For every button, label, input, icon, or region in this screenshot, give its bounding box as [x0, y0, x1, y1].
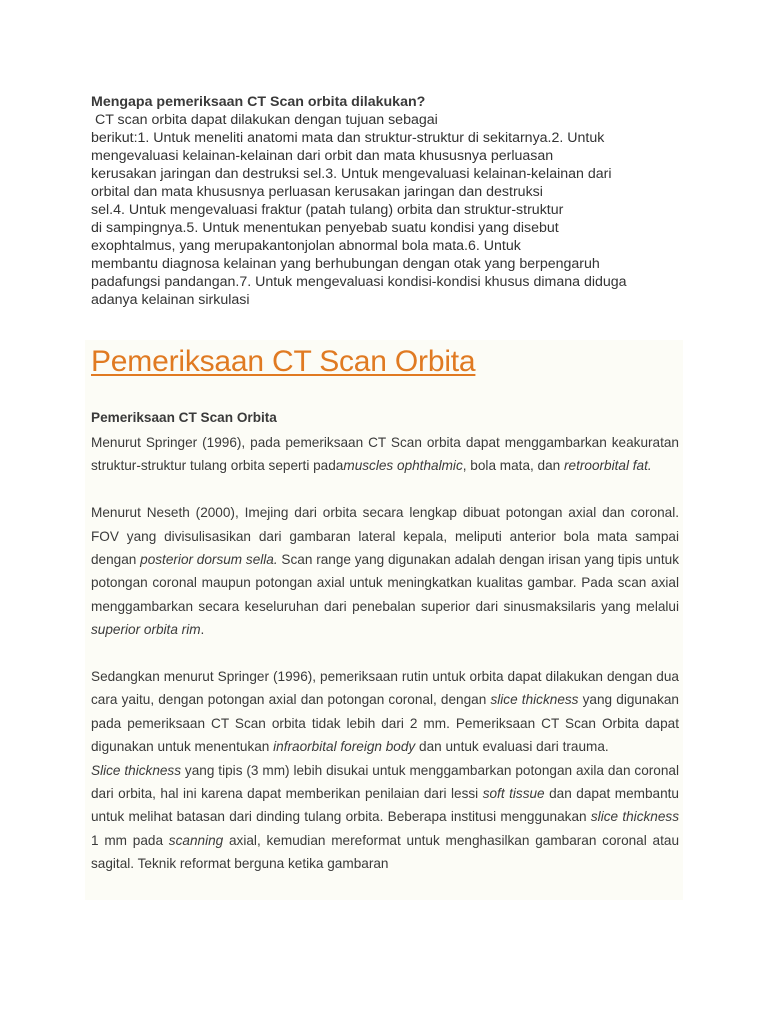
p1-text-2: , bola mata, dan — [462, 458, 565, 474]
article-title-link[interactable]: Pemeriksaan CT Scan Orbita — [91, 345, 476, 378]
p4-text: yang tipis (3 mm) lebih disukai untuk menggambarkan potongan axila dan coronal dari orbita, hal ini karena dapat memberikan penilaian dari lessi — [91, 762, 679, 802]
article-body — [91, 407, 679, 876]
paragraph-neseth — [91, 501, 679, 641]
intro-line: adanya kelainan sirkulasi — [91, 292, 250, 308]
p2-term-superior: superior orbita rim — [91, 622, 201, 638]
intro-line: berikut:1. Untuk meneliti anatomi mata dan struktur-struktur di sekitarnya.2. Untuk — [91, 130, 605, 146]
intro-section — [91, 93, 691, 309]
p4-term-scanning: scanning — [168, 832, 224, 848]
p3-term-slice: slice thickness — [490, 692, 579, 708]
paragraph-springer — [91, 431, 679, 478]
p4-term-soft-tissue: soft tissue — [482, 786, 545, 802]
intro-line: di sampingnya.5. Untuk menentukan penyebab suatu kondisi yang disebut — [91, 220, 559, 236]
intro-question: Mengapa pemeriksaan CT Scan orbita dilakukan? — [91, 94, 426, 110]
p1-term-muscles: muscles ophthalmic — [343, 458, 463, 474]
p3-text-3: dan untuk evaluasi dari trauma. — [415, 739, 609, 755]
intro-line: padafungsi pandangan.7. Untuk mengevaluasi kondisi-kondisi khusus dimana diduga — [91, 274, 627, 290]
p3-text-2: yang digunakan pada pemeriksaan CT Scan orbita tidak lebih dari 2 mm. Pemeriksaan CT Scan Orbita dapat digunakan untuk menentukan — [91, 692, 679, 755]
p4-text-2: dan dapat membantu untuk melihat batasan dari dinding tulang orbita. Beberapa institusi menggunakan — [91, 786, 679, 825]
p3-text: Sedangkan menurut Springer (1996), pemeriksaan rutin untuk orbita dapat dilakukan dengan dua cara yaitu, dengan potongan axial dan potongan coronal, dengan — [91, 669, 679, 708]
p2-term-posterior: posterior dorsum sella. — [140, 552, 278, 568]
p3-term-foreign-body: infraorbital foreign body — [273, 739, 416, 755]
paragraph-routine — [91, 665, 679, 759]
p2-text-3: . — [200, 622, 205, 638]
intro-line: exophtalmus, yang merupakantonjolan abnormal bola mata.6. Untuk — [91, 238, 521, 254]
intro-line: sel.4. Untuk mengevaluasi fraktur (patah tulang) orbita dan struktur-struktur — [91, 202, 564, 218]
intro-line: membantu diagnosa kelainan yang berhubungan dengan otak yang berpengaruh — [91, 256, 600, 272]
p1-text: Menurut Springer (1996), pada pemeriksaan CT Scan orbita dapat menggambarkan keakuratan struktur-struktur tulang orbita seperti pada — [91, 435, 679, 474]
p2-text-2: Scan range yang digunakan adalah dengan irisan yang tipis untuk potongan coronal maupun potongan axial untuk meningkatkan kualitas gambar. Pada scan axial menggambarkan secara keseluruhan dari penebalan superior dari sinusmaksilaris yang melalui — [91, 552, 679, 614]
p2-text: Menurut Neseth (2000), Imejing dari orbita secara lengkap dibuat potongan axial dan coronal. FOV yang divisulisasikan dari gambaran lateral kepala, meliputi anterior bola mata sampai dengan — [91, 505, 679, 568]
paragraph-slice-thickness — [91, 759, 679, 876]
p4-text-3: 1 mm pada — [91, 832, 169, 848]
p4-term-slice-2: slice thickness — [590, 809, 679, 825]
article-subheading: Pemeriksaan CT Scan Orbita — [91, 410, 277, 425]
intro-line: kerusakan jaringan dan destruksi sel.3. Untuk mengevaluasi kelainan-kelainan dari — [91, 166, 612, 182]
intro-line: mengevaluasi kelainan-kelainan dari orbit dan mata khususnya perluasan — [91, 148, 554, 164]
p4-term-slice: Slice thickness — [91, 762, 182, 778]
intro-line: orbital dan mata khususnya perluasan kerusakan jaringan dan destruksi — [91, 184, 543, 200]
intro-line: CT scan orbita dapat dilakukan dengan tujuan sebagai — [91, 112, 438, 128]
p1-term-retroorbital: retroorbital fat. — [564, 458, 652, 474]
p4-text-4: axial, kemudian mereformat untuk menghasilkan gambaran coronal atau sagital. Teknik reformat berguna ketika gambaran — [91, 832, 680, 872]
